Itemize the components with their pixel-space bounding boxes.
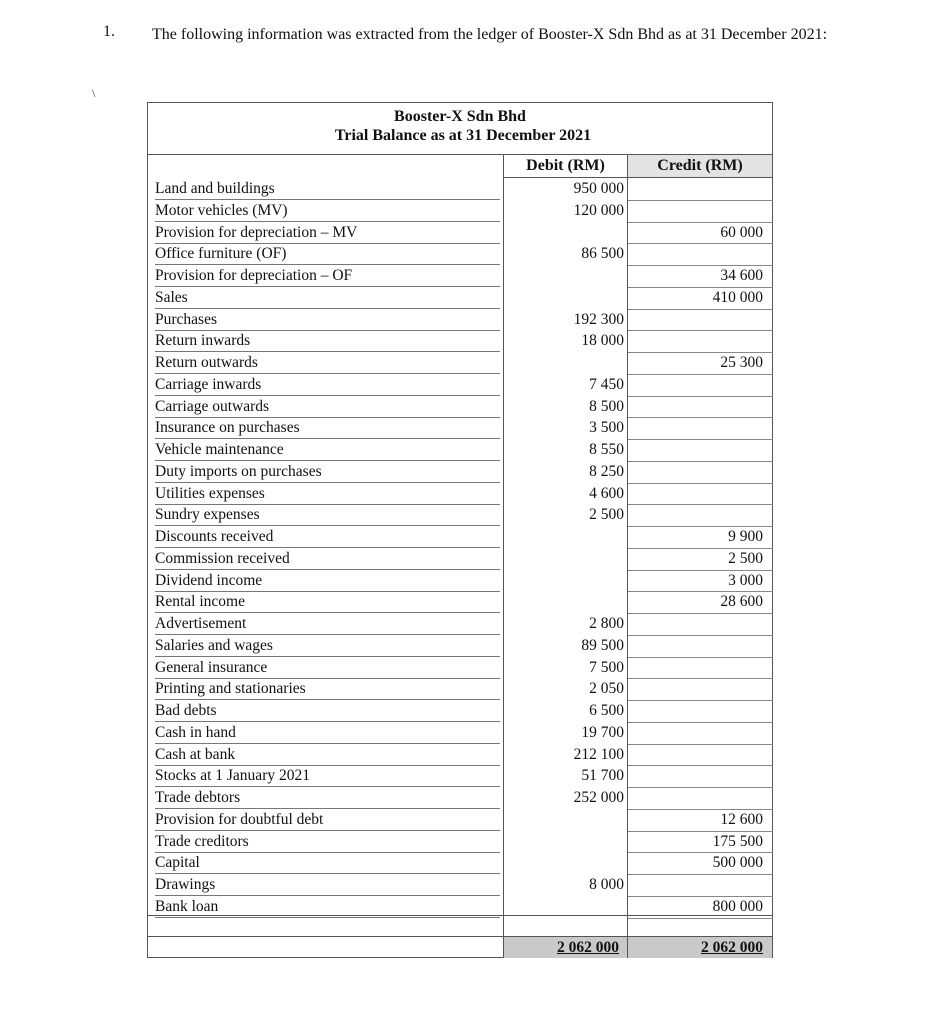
account-name: Provision for depreciation – MV bbox=[155, 223, 500, 244]
account-name: Discounts received bbox=[155, 527, 500, 548]
debit-amount: 192 300 bbox=[573, 310, 624, 328]
debit-amount: 4 600 bbox=[589, 484, 624, 502]
account-name: Bad debts bbox=[155, 701, 500, 722]
table-row bbox=[148, 635, 772, 657]
debit-amount: 86 500 bbox=[581, 245, 624, 263]
account-name: Advertisement bbox=[155, 614, 500, 635]
credit-amount: 410 000 bbox=[712, 288, 763, 306]
table-heading bbox=[148, 103, 772, 155]
account-name: Salaries and wages bbox=[155, 636, 500, 657]
account-name: Purchases bbox=[155, 310, 500, 331]
table-row bbox=[148, 809, 772, 831]
table-row bbox=[148, 852, 772, 874]
table-row bbox=[148, 570, 772, 592]
account-name: Duty imports on purchases bbox=[155, 462, 500, 483]
debit-amount: 51 700 bbox=[581, 767, 624, 785]
table-row bbox=[148, 287, 772, 309]
company-name: Booster-X Sdn Bhd bbox=[394, 108, 526, 125]
table-row bbox=[148, 831, 772, 853]
account-name: Drawings bbox=[155, 875, 500, 896]
table-row bbox=[148, 417, 772, 439]
table-row bbox=[148, 700, 772, 722]
account-name: Utilities expenses bbox=[155, 484, 500, 505]
debit-amount: 89 500 bbox=[581, 636, 624, 654]
table-row bbox=[148, 265, 772, 287]
table-row bbox=[148, 874, 772, 896]
account-name: Return outwards bbox=[155, 353, 500, 374]
account-name: Provision for doubtful debt bbox=[155, 810, 500, 831]
account-name: Sales bbox=[155, 288, 500, 309]
question-number: 1. bbox=[103, 23, 115, 40]
table-row bbox=[148, 222, 772, 244]
credit-amount: 175 500 bbox=[712, 832, 763, 850]
debit-amount: 3 500 bbox=[589, 419, 624, 437]
account-name: Trade creditors bbox=[155, 832, 500, 853]
debit-amount: 8 000 bbox=[589, 876, 624, 893]
table-row bbox=[148, 309, 772, 331]
debit-amount: 120 000 bbox=[573, 201, 624, 219]
total-credit: 2 062 000 bbox=[628, 937, 772, 958]
table-row bbox=[148, 657, 772, 679]
account-name: Cash at bank bbox=[155, 745, 500, 766]
credit-amount: 12 600 bbox=[720, 810, 763, 828]
table-row bbox=[148, 765, 772, 787]
account-name: Carriage inwards bbox=[155, 375, 500, 396]
table-row bbox=[148, 787, 772, 809]
credit-amount: 500 000 bbox=[712, 854, 763, 872]
credit-amount: 28 600 bbox=[720, 593, 763, 611]
debit-amount: 7 450 bbox=[589, 375, 624, 393]
account-name: Dividend income bbox=[155, 571, 500, 592]
account-name: Rental income bbox=[155, 592, 500, 613]
account-name: Vehicle maintenance bbox=[155, 440, 500, 461]
table-title: Trial Balance as at 31 December 2021 bbox=[334, 127, 592, 144]
table-row bbox=[148, 374, 772, 396]
question-text: The following information was extracted from the ledger of Booster-X Sdn Bhd as at 31 December 2021: bbox=[152, 26, 828, 43]
account-name: Provision for depreciation – OF bbox=[155, 266, 500, 287]
credit-amount: 3 000 bbox=[728, 571, 763, 589]
debit-amount: 950 000 bbox=[573, 180, 624, 197]
debit-amount: 8 500 bbox=[589, 397, 624, 415]
debit-amount: 19 700 bbox=[581, 723, 624, 741]
table-row bbox=[148, 396, 772, 418]
credit-amount: 800 000 bbox=[712, 897, 763, 915]
account-name: Carriage outwards bbox=[155, 397, 500, 418]
debit-amount: 7 500 bbox=[589, 658, 624, 676]
table-row bbox=[148, 504, 772, 526]
table-row bbox=[148, 613, 772, 635]
table-row bbox=[148, 548, 772, 570]
credit-row-rule bbox=[628, 918, 773, 919]
account-name: Capital bbox=[155, 853, 500, 874]
account-name: Printing and stationaries bbox=[155, 679, 500, 700]
table-row bbox=[148, 243, 772, 265]
credit-amount: 9 900 bbox=[728, 528, 763, 545]
account-name: General insurance bbox=[155, 658, 500, 679]
debit-amount: 252 000 bbox=[573, 789, 624, 806]
debit-amount: 8 550 bbox=[589, 441, 624, 458]
totals-divider bbox=[148, 915, 772, 916]
debit-amount: 6 500 bbox=[589, 702, 624, 719]
account-name: Bank loan bbox=[155, 897, 500, 918]
table-row bbox=[148, 439, 772, 461]
debit-amount: 8 250 bbox=[589, 462, 624, 480]
table-row bbox=[148, 200, 772, 222]
account-name: Commission received bbox=[155, 549, 500, 570]
table-row bbox=[148, 526, 772, 548]
total-debit: 2 062 000 bbox=[504, 937, 627, 958]
account-name: Stocks at 1 January 2021 bbox=[155, 766, 500, 787]
table-row bbox=[148, 591, 772, 613]
account-name: Cash in hand bbox=[155, 723, 500, 744]
debit-amount: 2 050 bbox=[589, 680, 624, 698]
account-name: Land and buildings bbox=[155, 179, 500, 200]
credit-amount: 34 600 bbox=[720, 267, 763, 284]
table-row bbox=[148, 678, 772, 700]
table-row bbox=[148, 722, 772, 744]
account-name: Return inwards bbox=[155, 331, 500, 352]
table-row bbox=[148, 483, 772, 505]
credit-amount: 2 500 bbox=[728, 549, 763, 567]
debit-amount: 2 800 bbox=[589, 615, 624, 632]
margin-mark: \ bbox=[92, 86, 96, 100]
debit-amount: 2 500 bbox=[589, 506, 624, 524]
account-name: Office furniture (OF) bbox=[155, 244, 500, 265]
debit-header: Debit (RM) bbox=[504, 155, 627, 178]
debit-amount: 18 000 bbox=[581, 332, 624, 350]
debit-amount: 212 100 bbox=[573, 745, 624, 763]
table-row bbox=[148, 178, 772, 200]
credit-amount: 25 300 bbox=[720, 354, 763, 371]
credit-header: Credit (RM) bbox=[628, 155, 772, 178]
account-name: Motor vehicles (MV) bbox=[155, 201, 500, 222]
table-row bbox=[148, 461, 772, 483]
trial-balance-table bbox=[147, 102, 773, 958]
account-name: Insurance on purchases bbox=[155, 418, 500, 439]
table-row bbox=[148, 330, 772, 352]
credit-amount: 60 000 bbox=[720, 223, 763, 241]
account-name: Sundry expenses bbox=[155, 505, 500, 526]
account-name: Trade debtors bbox=[155, 788, 500, 809]
table-row bbox=[148, 352, 772, 374]
table-row bbox=[148, 744, 772, 766]
